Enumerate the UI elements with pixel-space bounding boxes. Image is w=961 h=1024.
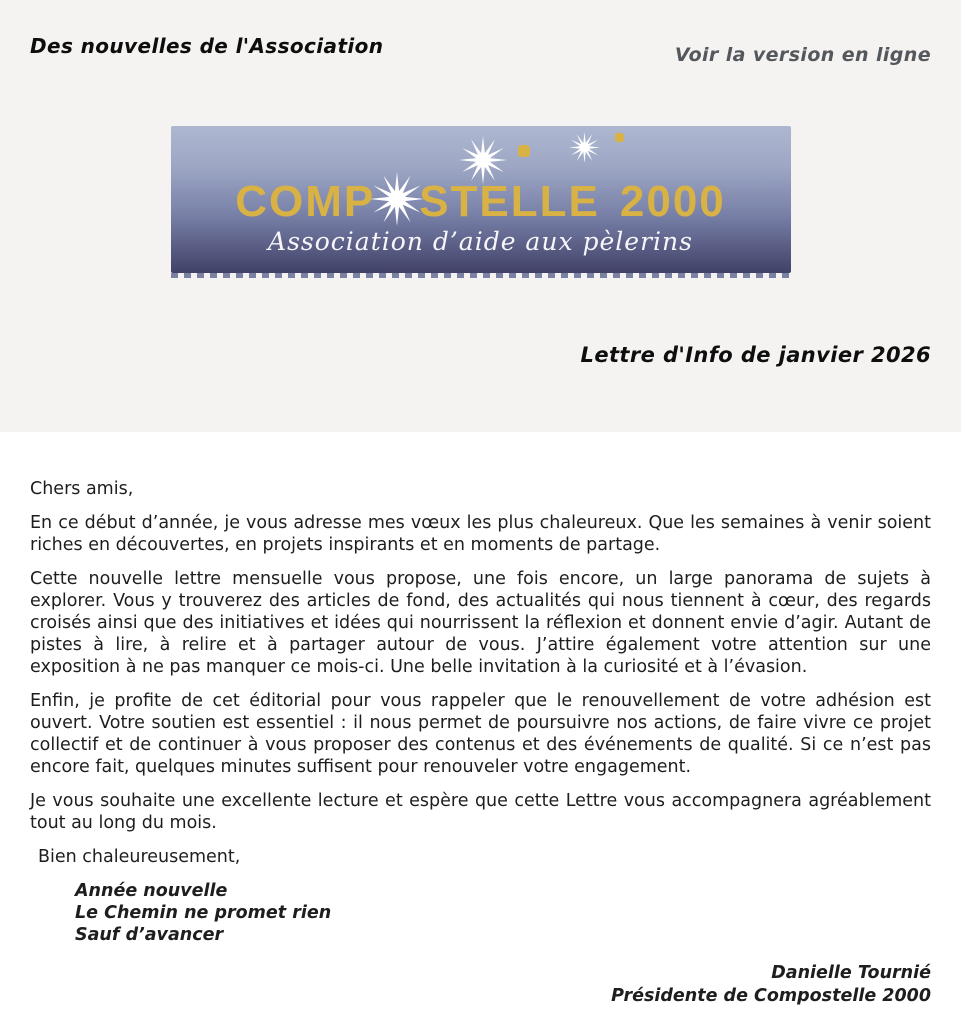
logo-text-stelle: STELLE [419, 177, 600, 226]
signature-role: Présidente de Compostelle 2000 [611, 986, 931, 1006]
letter-content [0, 432, 961, 1008]
page-title: Des nouvelles de l'Association [30, 34, 384, 58]
paragraph: En ce début d’année, je vous adresse mes vœux les plus chaleureux. Que les semaines à venir soient riches en découvertes, en projets inspirants et en moments de partage. [30, 513, 931, 555]
poem-line: Année nouvelle [75, 881, 228, 901]
header-section [0, 0, 961, 432]
header-row [30, 0, 931, 66]
compostelle-logo-banner [171, 126, 791, 273]
logo-title [171, 126, 791, 226]
newsletter-title: Lettre d'Info de janvier 2026 [580, 343, 931, 367]
stamp-perforation-border [171, 273, 791, 278]
logo-subtitle: Association d’aide aux pèlerins [268, 227, 693, 256]
signature-name: Danielle Tournié [771, 963, 931, 983]
poem-line: Le Chemin ne promet rien [75, 903, 332, 923]
closing-line: Bien chaleureusement, [38, 847, 241, 867]
star-o-icon [370, 172, 424, 226]
logo-year: 2000 [619, 177, 726, 226]
salutation: Chers amis, [30, 479, 134, 499]
view-online-link[interactable]: Voir la version en ligne [674, 44, 931, 66]
poem-line: Sauf d’avancer [75, 925, 224, 945]
signature-block [30, 962, 931, 1008]
paragraph: Je vous souhaite une excellente lecture et espère que cette Lettre vous accompagnera agréablement tout au long du mois. [30, 791, 931, 833]
poem [75, 880, 931, 946]
paragraph: Enfin, je profite de cet éditorial pour vous rappeler que le renouvellement de votre adhésion est ouvert. Votre soutien est essentiel : il nous permet de poursuivre nos actions, de faire vivre ce projet collectif et de continuer à vous proposer des contenus et des événements de qualité. Si ce n’est pas encore fait, quelques minutes suffisent pour renouveler votre engagement. [30, 691, 931, 777]
paragraph: Cette nouvelle lettre mensuelle vous propose, une fois encore, un large panorama de sujets à explorer. Vous y trouverez des articles de fond, des actualités qui nous tiennent à cœur, des regards croisés ainsi que des initiatives et idées qui nourrissent la réflexion et donnent envie d’agir. Autant de pistes à lire, à relire et à partager autour de vous. J’attire également votre attention sur une exposition à ne pas manquer ce mois-ci. Une belle invitation à la curiosité et à l’évasion. [30, 569, 931, 677]
logo-text-comp: COMP [235, 177, 376, 226]
